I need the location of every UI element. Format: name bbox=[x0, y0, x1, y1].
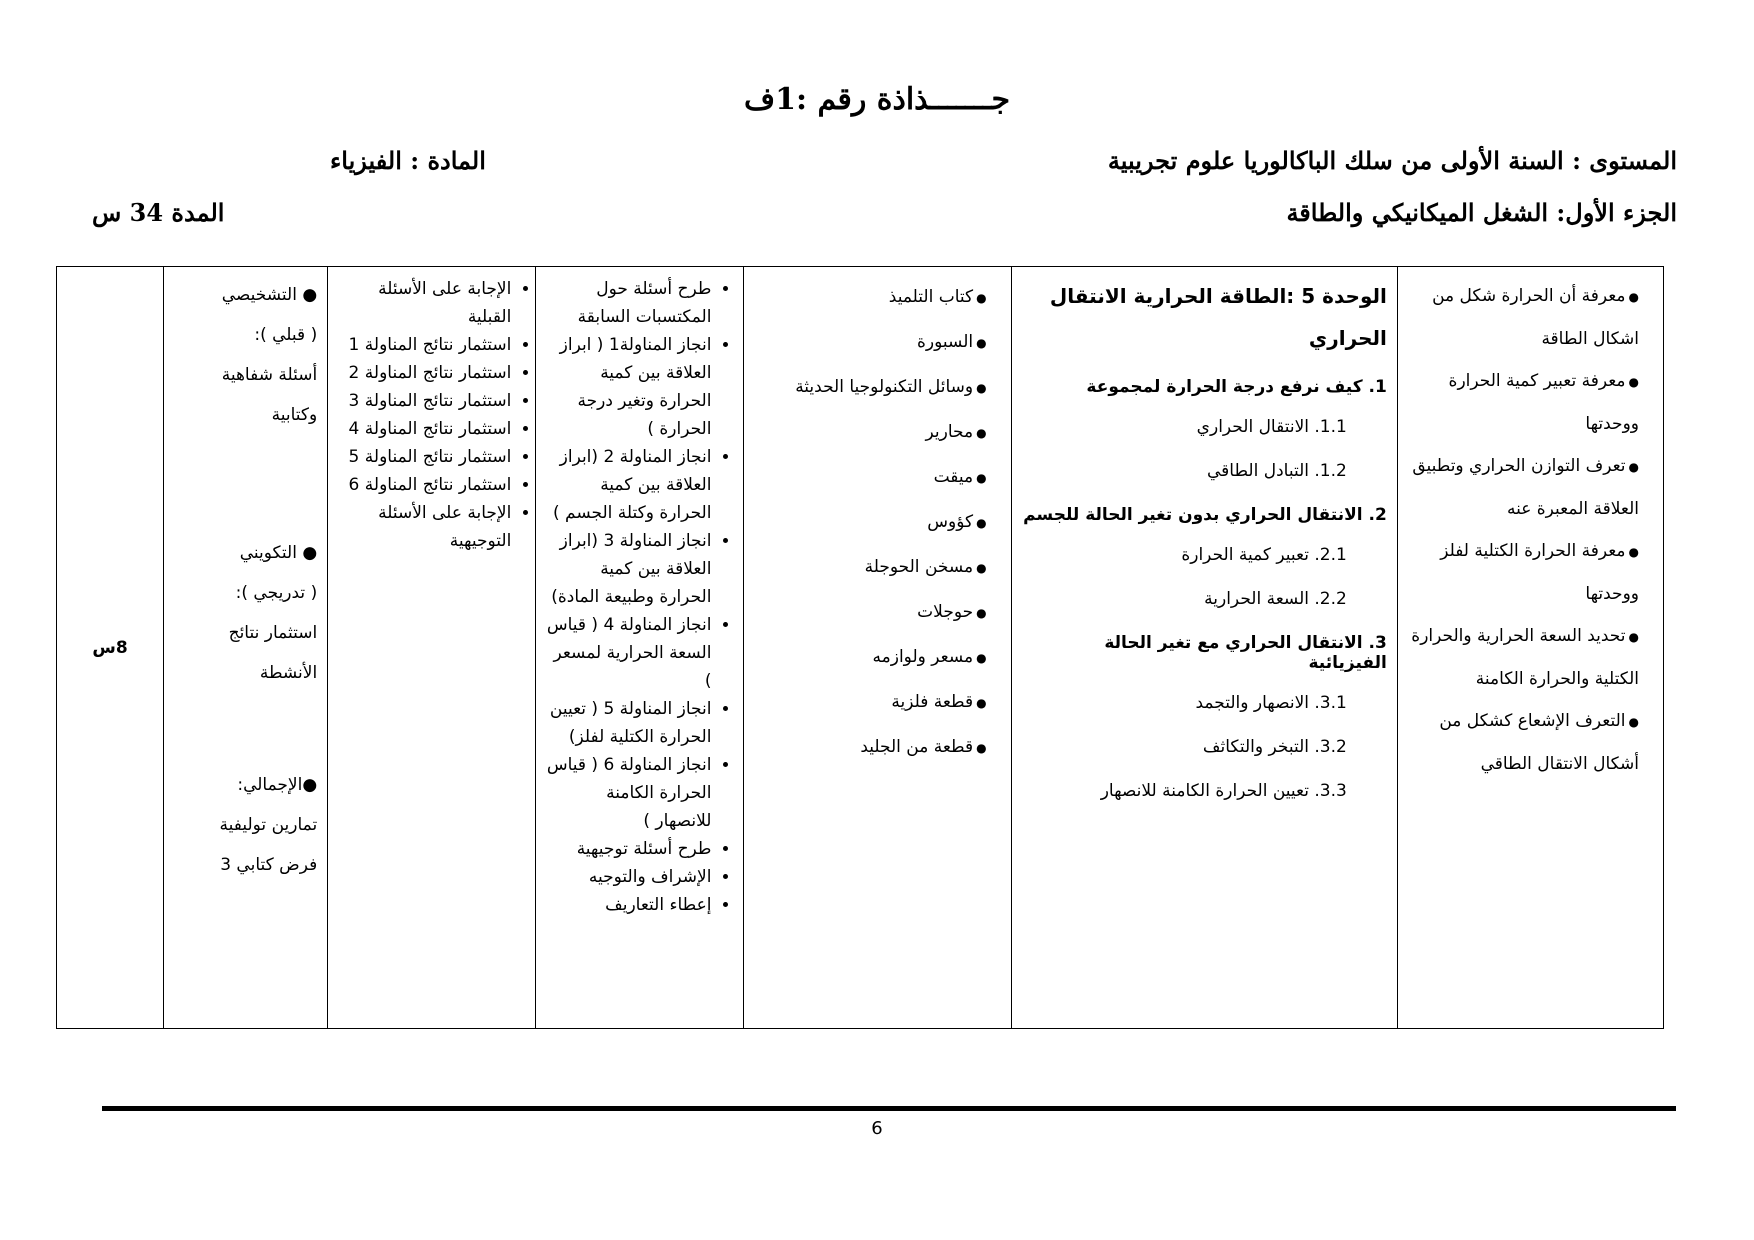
subject-label: المادة : الفيزياء bbox=[330, 146, 486, 175]
list-item: • استثمار نتائج المناولة 4 bbox=[338, 415, 511, 443]
formative-label: ● التكويني bbox=[239, 543, 318, 563]
teacher-activities-list bbox=[546, 275, 725, 919]
objectives-list bbox=[1408, 275, 1653, 785]
formative-kind: ( تدريجي ): bbox=[235, 583, 318, 603]
list-item: • الإجابة على الأسئلة التوجيهية bbox=[338, 499, 511, 555]
subsection: 1.2. التبادل الطاقي bbox=[1206, 461, 1347, 481]
materials-list bbox=[754, 275, 1000, 770]
list-item: • استثمار نتائج المناولة 6 bbox=[338, 471, 511, 499]
section-title: 2. الانتقال الحراري بدون تغير الحالة للجسم bbox=[1023, 505, 1387, 525]
list-item: • انجاز المناولة1 ( ابراز العلاقة بين كمية الحرارة وتغير درجة الحرارة ) bbox=[546, 331, 711, 443]
list-item: • طرح أسئلة توجيهية bbox=[546, 835, 711, 863]
summative-label: ●الإجمالي: bbox=[237, 775, 318, 795]
formative-line: استثمار نتائج bbox=[228, 623, 318, 643]
diagnostic-line: وكتابية bbox=[271, 405, 318, 425]
summative-line: تمارين توليفية bbox=[219, 815, 318, 835]
list-item: • استثمار نتائج المناولة 2 bbox=[338, 359, 511, 387]
diagnostic-label: ● التشخيصي bbox=[221, 285, 318, 305]
list-item: • انجاز المناولة 3 (ابراز العلاقة بين كمية الحرارة وطبيعة المادة) bbox=[546, 527, 711, 611]
list-item: • استثمار نتائج المناولة 1 bbox=[338, 331, 511, 359]
list-item: ● مسخن الحوجلة bbox=[754, 545, 986, 590]
list-item: ● تعرف التوازن الحراري وتطبيق العلاقة المعبرة عنه bbox=[1408, 445, 1639, 530]
subsection: 3.2. التبخر والتكاثف bbox=[1202, 737, 1347, 757]
list-item: • انجاز المناولة 6 ( قياس الحرارة الكامنة للانصهار ) bbox=[546, 751, 711, 835]
list-item: ● محارير bbox=[754, 410, 986, 455]
list-item: ● وسائل التكنولوجيا الحديثة bbox=[754, 365, 986, 410]
list-item: ● معرفة الحرارة الكتلية لفلز ووحدتها bbox=[1408, 530, 1639, 615]
section-title: 1. كيف نرفع درجة الحرارة لمجموعة bbox=[1086, 377, 1387, 397]
student-activities-cell bbox=[328, 267, 536, 1029]
unit-title: الوحدة 5 :الطاقة الحرارية الانتقال الحراري bbox=[1049, 284, 1387, 350]
duration-cell: 8س bbox=[57, 267, 164, 1029]
evaluation-cell bbox=[164, 267, 328, 1029]
level-label: المستوى : السنة الأولى من سلك الباكالوريا علوم تجريبية bbox=[1107, 146, 1677, 175]
formative-line: الأنشطة bbox=[259, 663, 318, 683]
subsection: 2.1. تعبير كمية الحرارة bbox=[1181, 545, 1347, 565]
list-item: ● معرفة أن الحرارة شكل من اشكال الطاقة bbox=[1408, 275, 1639, 360]
duration-label: المدة 34 س bbox=[92, 198, 225, 227]
student-activities-list bbox=[338, 275, 525, 555]
list-item: • طرح أسئلة حول المكتسبات السابقة bbox=[546, 275, 711, 331]
subsection: 1.1. الانتقال الحراري bbox=[1196, 417, 1347, 437]
list-item: ● السبورة bbox=[754, 320, 986, 365]
diagnostic-line: أسئلة شفاهية bbox=[221, 365, 318, 385]
document-title: جـــــــذاذة رقم :1ف bbox=[744, 82, 1010, 117]
materials-cell bbox=[744, 267, 1011, 1029]
subsection: 3.3. تعيين الحرارة الكامنة للانصهار bbox=[1100, 781, 1347, 801]
list-item: ● كؤوس bbox=[754, 500, 986, 545]
list-item: • إعطاء التعاريف bbox=[546, 891, 711, 919]
list-item: • انجاز المناولة 2 (ابراز العلاقة بين كمية الحرارة وكتلة الجسم ) bbox=[546, 443, 711, 527]
teacher-activities-cell bbox=[536, 267, 744, 1029]
diagnostic-kind: ( قبلي ): bbox=[254, 325, 318, 345]
list-item: ● كتاب التلميذ bbox=[754, 275, 986, 320]
list-item: • استثمار نتائج المناولة 5 bbox=[338, 443, 511, 471]
list-item: • انجاز المناولة 5 ( تعيين الحرارة الكتلية لفلز) bbox=[546, 695, 711, 751]
list-item: ● تحديد السعة الحرارية والحرارة الكتلية والحرارة الكامنة bbox=[1408, 615, 1639, 700]
page-number: 6 bbox=[871, 1118, 883, 1139]
section-title: 3. الانتقال الحراري مع تغير الحالة الفيزيائية bbox=[1104, 633, 1387, 673]
list-item: ● قطعة فلزية bbox=[754, 680, 986, 725]
list-item: ● حوجلات bbox=[754, 590, 986, 635]
list-item: ● معرفة تعبير كمية الحرارة ووحدتها bbox=[1408, 360, 1639, 445]
list-item: ● مسعر ولوازمه bbox=[754, 635, 986, 680]
part-label: الجزء الأول: الشغل الميكانيكي والطاقة bbox=[1286, 198, 1677, 227]
summative-line: فرض كتابي 3 bbox=[220, 855, 318, 875]
content-cell bbox=[1011, 267, 1397, 1029]
footer-divider bbox=[102, 1106, 1676, 1111]
list-item: ● التعرف الإشعاع كشكل من أشكال الانتقال الطاقي bbox=[1408, 700, 1639, 785]
lesson-plan-table bbox=[56, 266, 1664, 1029]
list-item: • الإشراف والتوجيه bbox=[546, 863, 711, 891]
list-item: • استثمار نتائج المناولة 3 bbox=[338, 387, 511, 415]
list-item: ● قطعة من الجليد bbox=[754, 725, 986, 770]
list-item: ● ميقت bbox=[754, 455, 986, 500]
subsection: 3.1. الانصهار والتجمد bbox=[1195, 693, 1347, 713]
table-row bbox=[57, 267, 1664, 1029]
list-item: • الإجابة على الأسئلة القبلية bbox=[338, 275, 511, 331]
subsection: 2.2. السعة الحرارية bbox=[1204, 589, 1347, 609]
objectives-cell bbox=[1397, 267, 1663, 1029]
list-item: • انجاز المناولة 4 ( قياس السعة الحرارية لمسعر ) bbox=[546, 611, 711, 695]
